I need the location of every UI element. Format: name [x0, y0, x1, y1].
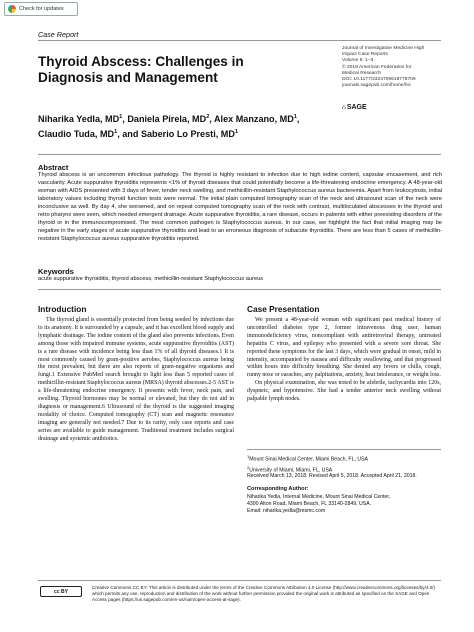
- introduction-body: [38, 317, 234, 444]
- check-for-updates-label: Check for updates: [19, 6, 64, 12]
- journal-line: DOI: 10.1177/2324709618778709: [342, 77, 416, 83]
- abstract-heading: Abstract: [38, 163, 69, 172]
- publisher-logo: [342, 104, 367, 111]
- corresponding-author-heading: Corresponding Author:: [247, 486, 309, 492]
- author-affiliation: 2: [206, 114, 210, 120]
- sage-logo-icon: ∴: [342, 105, 345, 111]
- author-affiliation: 1: [114, 128, 118, 135]
- cc-by-badge-icon: cc BY: [40, 586, 82, 597]
- journal-line: Journal of Investigative Medicine High: [342, 46, 425, 51]
- corresponding-line: Niharika Yedla, Internal Medicine, Mount Sinai Medical Center,: [247, 494, 391, 500]
- author-name: Alex Manzano, MD: [213, 114, 294, 125]
- received-dates: Received March 13, 2018. Revised April 5, 2018. Accepted April 21, 2018.: [247, 473, 417, 479]
- journal-line: © 2018 American Federation for: [342, 64, 412, 70]
- abstract-text: Thyroid abscess is an uncommon infectious pathology. The thyroid is highly resistant to infection due to high iodine content, capsular encasement, and rich vascularity. Acute suppurative thyroiditis represents <1% of thyroid diseases that could potentially become a life-threatening endocrine emergency. A 48-year-old woman with AIDS presented with 3 days of fever, tender neck swelling, and methicillin-resistant Staphylococcus aureus bacteremia. Apart from leukocytosis, initial laboratory values including thyroid function tests were normal. The initial plain computed tomography scan of the neck and ultrasound scan of the neck were inconclusive as well. By day 4, she worsened, and on repeat computed tomography scan of the neck with contrast, multiloculated abscesses in the thyroid and retro pharynx were seen, which needed emergent drainage. Acute suppurative thyroiditis, a rare disease, occurs in patients with either preexisting disorders of the thyroid or in the immunocompromised. The most common pathogen is Staphylococcus aureus. In our case, we highlight the fact that initial imaging may be negative in the early stages of acute suppurative thyroiditis and lead to an erroneous diagnosis of subacute thyroiditis. There are less than 5 cases of methicillin-resistant Staphylococcus aureus suppurative thyroiditis reported.: [38, 172, 442, 243]
- author-name: Claudio Tuda, MD: [38, 128, 115, 139]
- affiliations-divider: [247, 449, 441, 450]
- publisher-name: SAGE: [346, 104, 367, 111]
- affiliation-number: 2: [247, 464, 250, 470]
- author-list: Niharika Yedla, $MD^1$, Daniela Pirela, $MD^2$, Alex Manzano, $MD^1$, Claudio Tuda, $MD^1$, and Saberio Lo Presti, $MD^1$: [38, 114, 300, 139]
- case-paragraph: On physical examination, she was noted to be afebrile, tachycardia into 120s, dyspneic, and hypotensive. She had a tender anterior neck swelling without palpable lymph nodes.: [247, 380, 441, 403]
- case-presentation-body: [247, 317, 441, 404]
- keywords-heading: Keywords: [38, 267, 74, 276]
- journal-line: Impact Case Reports: [342, 52, 388, 58]
- keywords-divider: [38, 289, 441, 290]
- author-affiliation: 1: [119, 114, 123, 120]
- corresponding-line: 4300 Alton Road, Miami Beach, FL 33140-2849, USA.: [247, 501, 372, 507]
- author-name: Niharika Yedla, MD: [38, 114, 120, 125]
- affiliations: [247, 453, 441, 474]
- affiliation-text: University of Miami, Miami, FL, USA: [249, 467, 333, 474]
- article-title: Thyroid Abscess: Challenges in Diagnosis and Management: [38, 54, 244, 85]
- case-paragraph: We present a 48-year-old woman with significant past medical history of uncontrolled diabetes type 2, former intravenous drug user, human immunodeficiency virus, noncompliant with antiretroviral therapy, untreated hepatitis C virus, and epilepsy who presented with a severe sore throat. She reported these symptoms for the last 3 days, which were gradual in onset, mild in intensity, accompanied by nausea and difficulty swallowing, and that progressed within hours into difficulty breathing. She denied any fevers or chills, cough, runny nose or earaches, any palpitations, anxiety, heat intolerance, or weight loss.: [247, 317, 441, 379]
- author-name: Saberio Lo Presti, MD: [140, 128, 235, 139]
- journal-url-link[interactable]: journals.sagepub.com/home/hic: [342, 83, 412, 89]
- introduction-heading: Introduction: [38, 304, 87, 314]
- check-for-updates-badge[interactable]: [4, 2, 78, 16]
- abstract-divider: [38, 154, 441, 155]
- affiliation-item: [247, 453, 441, 464]
- article-type: Case Report: [38, 30, 79, 39]
- journal-line: Volume 6: 1–3: [342, 58, 374, 64]
- case-presentation-heading: Case Presentation: [247, 304, 320, 314]
- author-affiliation: 1: [234, 128, 238, 135]
- affiliation-text: Mount Sinai Medical Center, Miami Beach, FL, USA: [249, 456, 369, 463]
- author-affiliation: 1: [293, 114, 297, 120]
- affiliation-number: 1: [247, 454, 250, 459]
- introduction-paragraph: The thyroid gland is essentially protected from being seeded by infections due to its anatomy. It is surrounded by a capsule, and it has excellent blood supply and lymphatic drainage. The iodine content of the gland also prevents infections. Even among those with impaired immune systems, acute suppurative thyroiditis (AST) is a rare disease with incidence being less than 1% of all thyroid diseases.1 It is most commonly caused by gram-positive aerobes, Staphylococcus aureus being the most prevalent, but there are also reports of gram-negative organisms and fungi.1 Extensive PubMed search brought to light less than 5 reported cases of methicillin-resistant Staphylococcus aureus (MRSA) thyroid abscesses.2-5 AST is a life-threatening endocrine emergency. It presents with fever, neck pain, and swelling. Thyroid hormones may be normal or elevated, but they do not aid in diagnosis or management.6 Ultrasound of the thyroid is the suggested imaging modality of choice. Computed tomography (CT) scan and magnetic resonance imaging are generally not needed.7 Due to its rarity, only case reports and case series are available to guide management. Traditional treatment includes surgical drainage and systemic antibiotics.: [38, 317, 234, 442]
- keywords-text: acute suppurative thyroiditis, thyroid abscess, methicillin-resistant Staphylococcus aureus: [38, 276, 264, 282]
- journal-line: Medical Research: [342, 70, 382, 76]
- license-text: Creative Commons CC BY: This article is distributed under the terms of the Creative Commons Attribution 4.0 License (http://www.creativecommons.org/licenses/by/4.0/) which permits any use, reproduction and distribution of the work without further permission provided the original work is attributed as specified on the SAGE and Open Access pages (https://us.sagepub.com/en-us/nam/open-access-at-sage).: [92, 585, 436, 602]
- corresponding-email-link[interactable]: Email: niharika.yedla@msmc.com: [247, 508, 326, 514]
- corresponding-author: [247, 494, 390, 515]
- footer-divider: [38, 580, 441, 581]
- update-icon: [8, 5, 16, 13]
- journal-info: [342, 46, 452, 89]
- header-divider: [38, 40, 441, 41]
- author-name: Daniela Pirela, MD: [127, 114, 207, 125]
